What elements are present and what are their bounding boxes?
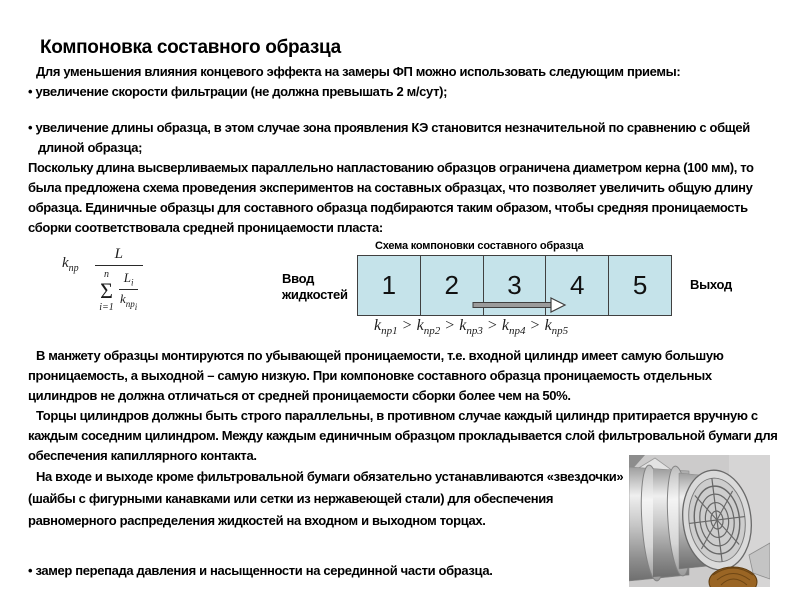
paragraph-core-diameter: Поскольку длина высверливаемых параллельно напластованию образцов ограничена диаметром керна (100 мм), то была предложена схема проведения экспериментов на составных образцах, что позволяет увеличить общую длину образца. Единичные образцы для составного образца подбираются таким образом, чтобы средняя проницаемость сборки соответствовала средней проницаемости пласта: <box>28 160 754 235</box>
bullet-pressure-measurement: • замер перепада давления и насыщенности на серединной части образца. <box>28 563 493 578</box>
formula-lhs: $k_{пр}$ <box>62 255 79 274</box>
sample-cell-2: 2 <box>421 256 484 315</box>
formula-denominator <box>99 266 138 313</box>
ineq-term-1: $k_{пр1}$ <box>374 317 398 338</box>
flow-direction-arrow-icon <box>472 296 568 314</box>
sample-cell-4: 4 <box>546 256 609 315</box>
paragraph-cuff-mounting: В манжету образцы монтируются по убывающей проницаемости, т.е. входной цилиндр имеет самую большую проницаемость, а выходной – самую низкую. При компоновке составного образца проницаемость отдельных цилиндров не должна отличаться от средней проницаемости сборки более чем на 50%. <box>28 348 724 403</box>
paragraph-inlet-outlet: На входе и выходе кроме фильтровальной бумаги обязательно устанавливаются «звездочки» (шайбы с фигурными канавками или сетки из нержавеющей стали) для обеспечения равномерного распределения жидкостей на входном и выходном торцах. <box>28 469 624 528</box>
sample-cell-3: 3 <box>484 256 547 315</box>
intro-paragraph-block <box>28 62 782 102</box>
diagram-input-label: Ввод жидкостей <box>282 271 348 302</box>
average-permeability-formula <box>62 246 143 313</box>
core-holder-3d-render-image <box>629 455 770 587</box>
sample-cell-5: 5 <box>632 270 648 300</box>
ineq-term-4: $k_{пр4}$ <box>501 317 526 338</box>
formula-inner-fraction: $L_i$ $k_{пр_i}$ <box>119 270 138 312</box>
formula-numerator: L <box>95 246 143 266</box>
ineq-term-5: $k_{пр5}$ <box>544 317 569 338</box>
permeability-inequality: $k_{пр1} > k_{пр2} > k_{пр3} > k_{пр4} > k_{пр5}$ <box>374 317 569 338</box>
sample-length-paragraph-block <box>28 118 784 238</box>
bullet-sample-length: • увеличение длины образца, в этом случае зона проявления КЭ становится незначительной по сравнению с общей длиной образца; <box>28 120 750 155</box>
page-title: Компоновка составного образца <box>40 36 341 58</box>
diagram-output-label: Выход <box>690 277 732 292</box>
summation-symbol: n Σ i=1 <box>99 269 114 313</box>
sample-cell-1: 1 <box>358 256 421 315</box>
ineq-term-3: $k_{пр3}$ <box>459 317 483 338</box>
intro-lead-text: Для уменьшения влияния концевого эффекта на замеры ФП можно использовать следующим приемы: <box>36 64 681 79</box>
assembly-paragraph-block <box>28 346 784 466</box>
formula-fraction <box>95 246 143 313</box>
paragraph-cylinder-ends: Торцы цилиндров должны быть строго параллельны, в противном случае каждый цилиндр притирается вручную с каждым соседним цилиндром. Между каждым единичным образцом прокладывается слой фильтровальной бумаги для обеспечения капиллярного контакта. <box>28 408 778 463</box>
bullet-filtration-speed: • увеличение скорости фильтрации (не должна превышать 2 м/сут); <box>28 84 448 99</box>
diagram-caption: Схема компоновки составного образца <box>375 240 584 252</box>
ineq-term-2: $k_{пр2}$ <box>416 317 441 338</box>
